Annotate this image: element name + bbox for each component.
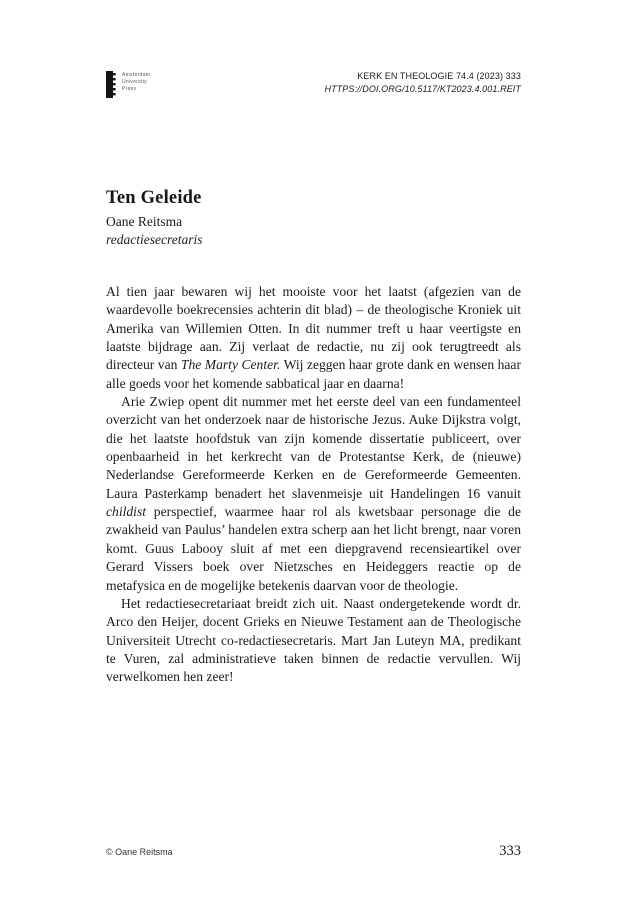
publisher-name-line: Press bbox=[122, 86, 137, 92]
text-run: perspectief, waarmee haar rol als kwetsbaar personage die de zwakheid van Paulus’ handelen extra scherp aan het licht brengt, naar voren komt. Guus Labooy sluit af met een diepgravend recensieartikel over Gerard Vissers boek over Nietzsches en Heideggers reactie op de metafysica en de mogelijke betekenis daarvan voor de theologie. bbox=[106, 504, 521, 593]
author-role: redactiesecretaris bbox=[106, 232, 203, 247]
italic-text-run: The Marty Center. bbox=[180, 357, 281, 373]
copyright-notice: © Oane Reitsma bbox=[106, 847, 173, 857]
text-run: Arie Zwiep opent dit nummer met het eerste deel van een fundamenteel overzicht van het onderzoek naar de historische Jezus. Auke Dijkstra volgt, die het laatste hoofdstuk van zijn komende dissertatie publiceert, over openbaarheid in het kerkrecht van de Protestantse Kerk, de (nieuwe) Nederlandse Gereformeerde Kerken en de Gereformeerde Gemeenten. Laura Pasterkamp benadert het slavenmeisje uit Handelingen 16 vanuit bbox=[106, 394, 521, 501]
page-header bbox=[106, 70, 521, 98]
body-paragraph bbox=[106, 283, 521, 393]
journal-citation: KERK EN THEOLOGIE 74.4 (2023) 333 bbox=[357, 71, 521, 81]
text-run: Wij zeggen haar grote dank en wensen haar alle goeds voor het komende sabbatical jaar en daarna! bbox=[106, 357, 521, 391]
publisher-name-line: University bbox=[122, 79, 147, 85]
body-paragraph bbox=[106, 393, 521, 595]
publisher-name-line: Amsterdam bbox=[122, 72, 151, 78]
publisher-logo bbox=[106, 70, 150, 98]
doi-line: HTTPS://DOI.ORG/10.5117/KT2023.4.001.REIT bbox=[324, 84, 521, 94]
text-run: Het redactiesecretariaat breidt zich uit. Naast ondergetekende wordt dr. Arco den Heijer, docent Grieks en Nieuwe Testament aan de Theologische Universiteit Utrecht co-redactiesecretaris. Mart Jan Luteyn MA, predikant te Vuren, zal administratieve taken binnen de redactie vervullen. Wij verwelkomen hen zeer! bbox=[106, 595, 521, 685]
italic-text-run: childist bbox=[106, 504, 147, 520]
text-run: Al tien jaar bewaren wij het mooiste voor het laatst (afgezien van de waardevolle boekrecensies achterin dit blad) – de theologische Kroniek uit Amerika van Willemien Otten. In dit nummer treft u haar veertigste en laatste bijdrage aan. Zij verlaat de redactie, nu zij ook terugtreedt als directeur van bbox=[106, 284, 521, 373]
journal-reference bbox=[324, 70, 521, 96]
publisher-name bbox=[122, 70, 150, 93]
body-paragraph bbox=[106, 595, 521, 687]
page-footer bbox=[106, 843, 521, 860]
page-number: 333 bbox=[499, 843, 521, 859]
author-name: Oane Reitsma bbox=[106, 214, 183, 229]
article-title: Ten Geleide bbox=[106, 188, 202, 209]
aup-flag-icon bbox=[106, 71, 117, 98]
article-body bbox=[106, 283, 521, 687]
